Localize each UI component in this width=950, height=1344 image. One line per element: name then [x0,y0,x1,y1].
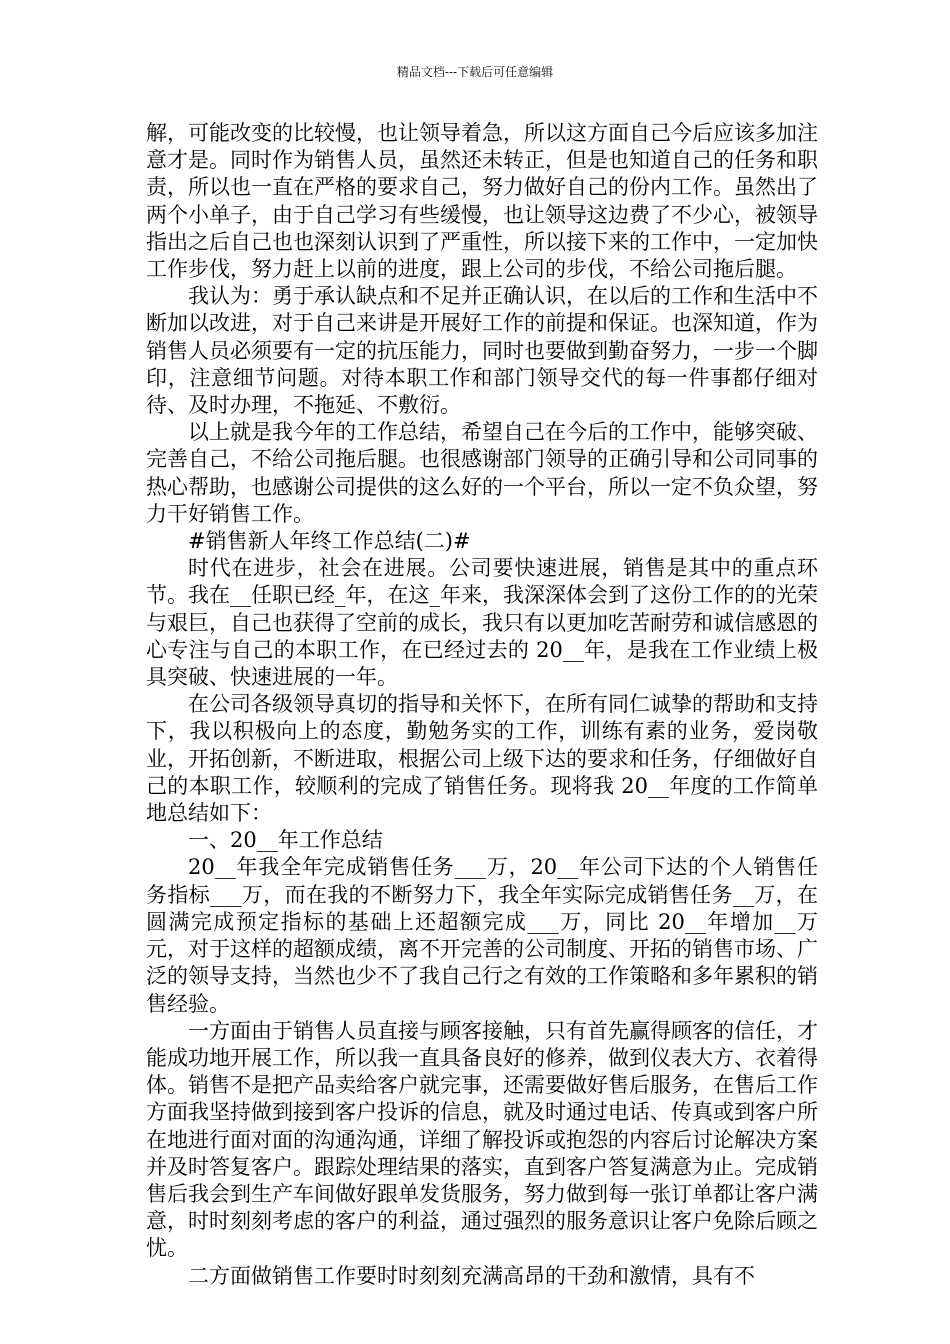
paragraph: 一方面由于销售人员直接与顾客接触，只有首先赢得顾客的信任，才能成功地开展工作，所以我一直具备良好的修养，做到仪表大方、衣着得体。销售不是把产品卖给客户就完事，还需要做好售后服务，在售后工作方面我坚持做到接到客户投诉的信息，就及时通过电话、传真或到客户所在地进行面对面的沟通沟通，详细了解投诉或抱怨的内容后讨论解决方案并及时答复客户。跟踪处理结果的落实，直到客户答复满意为止。完成销售后我会到生产车间做好跟单发货服务，努力做到每一张订单都让客户满意，时时刻刻考虑的客户的利益，通过强烈的服务意识让客户免除后顾之忧。 [146,1018,818,1261]
paragraph: 时代在进步，社会在进展。公司要快速进展，销售是其中的重点环节。我在__任职已经_年，在这_年来，我深深体会到了这份工作的的光荣与艰巨，自己也获得了空前的成长，我只有以更加吃苦耐劳和诚信感恩的心专注与自己的本职工作，在已经过去的 20__年，是我在工作业绩上极具突破、快速进展的一年。 [146,556,818,690]
paragraph: 二方面做销售工作要时时刻刻充满高昂的干劲和激情，具有不 [188,1263,755,1288]
page-header: 精品文档---下载后可任意编辑 [396,65,554,79]
paragraph: 在公司各级领导真切的指导和关怀下，在所有同仁诚挚的帮助和支持下，我以积极向上的态度，勤勉务实的工作，训练有素的业务，爱岗敬业，开拓创新，不断进取，根据公司上级下达的要求和任务，仔细做好自己的本职工作，较顺利的完成了销售任务。现将我 20__年度的工作简单地总结如下： [146,692,818,826]
paragraph: 我认为：勇于承认缺点和不足并正确认识，在以后的工作和生活中不断加以改进，对于自己来讲是开展好工作的前提和保证。也深知道，作为销售人员必须要有一定的抗压能力，同时也要做到勤奋努力，一步一个脚印，注意细节问题。对待本职工作和部门领导交代的每一件事都仔细对待、及时办理，不拖延、不敷衍。 [146,284,818,418]
section-heading: #销售新人年终工作总结(二)# [188,529,471,554]
section-heading: 一、20__年工作总结 [188,828,383,853]
paragraph: 20__年我全年完成销售任务___万，20__年公司下达的个人销售任务指标___万，而在我的不断努力下，我全年实际完成销售任务__万，在圆满完成预定指标的基础上还超额完成___万，同比 20__年增加__万元，对于这样的超额成绩，离不开完善的公司制度、开拓的销售市场、广泛的领导支持，当然也少不了我自己行之有效的工作策略和多年累积的销售经验。 [146,855,818,1016]
document-body [146,120,818,1290]
paragraph: 以上就是我今年的工作总结，希望自己在今后的工作中，能够突破、完善自己，不给公司拖后腿。也很感谢部门领导的正确引导和公司同事的热心帮助，也感谢公司提供的这么好的一个平台，所以一定不负众望，努力干好销售工作。 [146,420,818,526]
paragraph: 解，可能改变的比较慢，也让领导着急，所以这方面自己今后应该多加注意才是。同时作为销售人员，虽然还未转正，但是也知道自己的任务和职责，所以也一直在严格的要求自己，努力做好自己的份内工作。虽然出了两个小单子，由于自己学习有些缓慢，也让领导这边费了不少心，被领导指出之后自己也也深刻认识到了严重性，所以接下来的工作中，一定加快工作步伐，努力赶上以前的进度，跟上公司的步伐，不给公司拖后腿。 [146,121,818,282]
